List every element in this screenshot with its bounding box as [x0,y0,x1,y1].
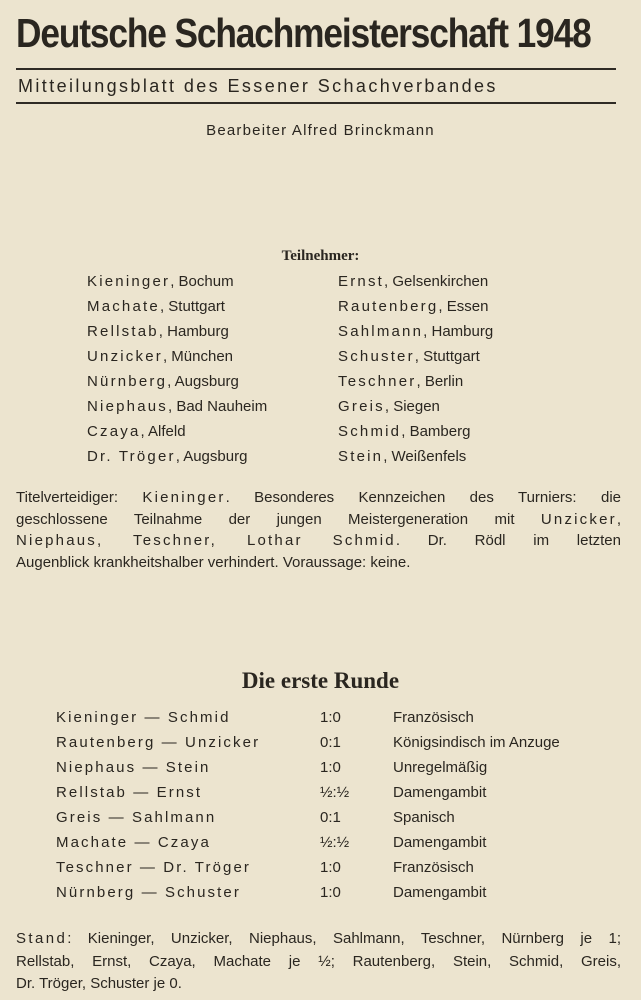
title-rule-top [16,68,616,70]
game-opening: Unregelmäßig [393,759,488,776]
game-result: 0:1 [320,734,341,751]
participant-entry: Niephaus, Bad Nauheim [87,398,268,415]
game-opening: Damengambit [393,884,487,901]
standings-line: Rellstab, Ernst, Czaya, Machate je ½; Rautenberg, Stein, Schmid, Greis, [16,952,621,970]
game-opening: Damengambit [393,784,487,801]
participant-entry: Machate, Stuttgart [87,298,225,315]
game-result: 1:0 [320,884,341,901]
game-pairing: Teschner — Dr. Tröger [56,859,251,876]
participant-entry: Stein, Weißenfels [338,448,467,465]
standings-paragraph [16,928,621,996]
table-row [56,855,560,880]
standings-label: Stand [16,930,68,947]
title-rule-bottom [16,102,616,104]
game-opening: Französisch [393,709,474,726]
table-row [56,755,560,780]
game-opening: Königsindisch im Anzuge [393,734,560,751]
game-pairing: Kieninger — Schmid [56,709,231,726]
game-result: ½:½ [320,784,350,801]
intro-line: Niephaus, Teschner, Lothar Schmid. Dr. Rödl im letzten [16,532,621,549]
participant-entry: Schuster, Stuttgart [338,348,480,365]
table-row [56,705,560,730]
game-result: ½:½ [320,834,350,851]
game-pairing: Machate — Czaya [56,834,211,851]
game-opening: Spanisch [393,809,455,826]
participant-entry: Nürnberg, Augsburg [87,373,239,390]
table-row [56,805,560,830]
game-pairing: Greis — Sahlmann [56,809,217,826]
participant-entry: Czaya, Alfeld [87,423,186,440]
game-opening: Damengambit [393,834,487,851]
intro-paragraph [16,487,621,573]
table-row [56,730,560,755]
participants-heading: Teilnehmer: [281,248,360,264]
game-pairing: Nürnberg — Schuster [56,884,241,901]
standings-line: Dr. Tröger, Schuster je 0. [16,975,182,992]
table-row [56,780,560,805]
game-result: 1:0 [320,709,341,726]
page-subtitle: Mitteilungsblatt des Essener Schachverbandes [18,76,498,96]
participant-entry: Greis, Siegen [338,398,440,415]
participant-entry: Sahlmann, Hamburg [338,323,494,340]
standings-line: Stand: Kieninger, Unzicker, Niephaus, Sahlmann, Teschner, Nürnberg je 1; [16,930,621,947]
participant-entry: Schmid, Bamberg [338,423,471,440]
games-table [56,705,560,905]
game-pairing: Rellstab — Ernst [56,784,203,801]
game-result: 1:0 [320,759,341,776]
editor-line: Bearbeiter Alfred Brinckmann [206,122,435,139]
round-heading: Die erste Runde [241,668,400,693]
game-pairing: Rautenberg — Unzicker [56,734,261,751]
table-row [56,830,560,855]
participants-right-column [338,269,493,469]
participant-entry: Rautenberg, Essen [338,298,489,315]
intro-line: Augenblick krankheitshalber verhindert. Voraussage: keine. [16,553,411,571]
game-result: 1:0 [320,859,341,876]
game-pairing: Niephaus — Stein [56,759,211,776]
participant-entry: Kieninger, Bochum [87,273,234,290]
participant-entry: Unzicker, München [87,348,234,365]
participant-entry: Teschner, Berlin [338,373,464,390]
participants-left-column [87,269,267,469]
game-opening: Französisch [393,859,474,876]
game-result: 0:1 [320,809,341,826]
participant-entry: Rellstab, Hamburg [87,323,229,340]
participant-entry: Dr. Tröger, Augsburg [87,448,248,465]
intro-line: Titelverteidiger: Kieninger. Besonderes Kennzeichen des Turniers: die [16,489,621,506]
participant-entry: Ernst, Gelsenkirchen [338,273,489,290]
table-row [56,880,560,905]
intro-line: geschlossene Teilnahme der jungen Meistergeneration mit Unzicker, [16,510,621,528]
page-title: Deutsche Schachmeisterschaft 1948 [16,10,591,56]
